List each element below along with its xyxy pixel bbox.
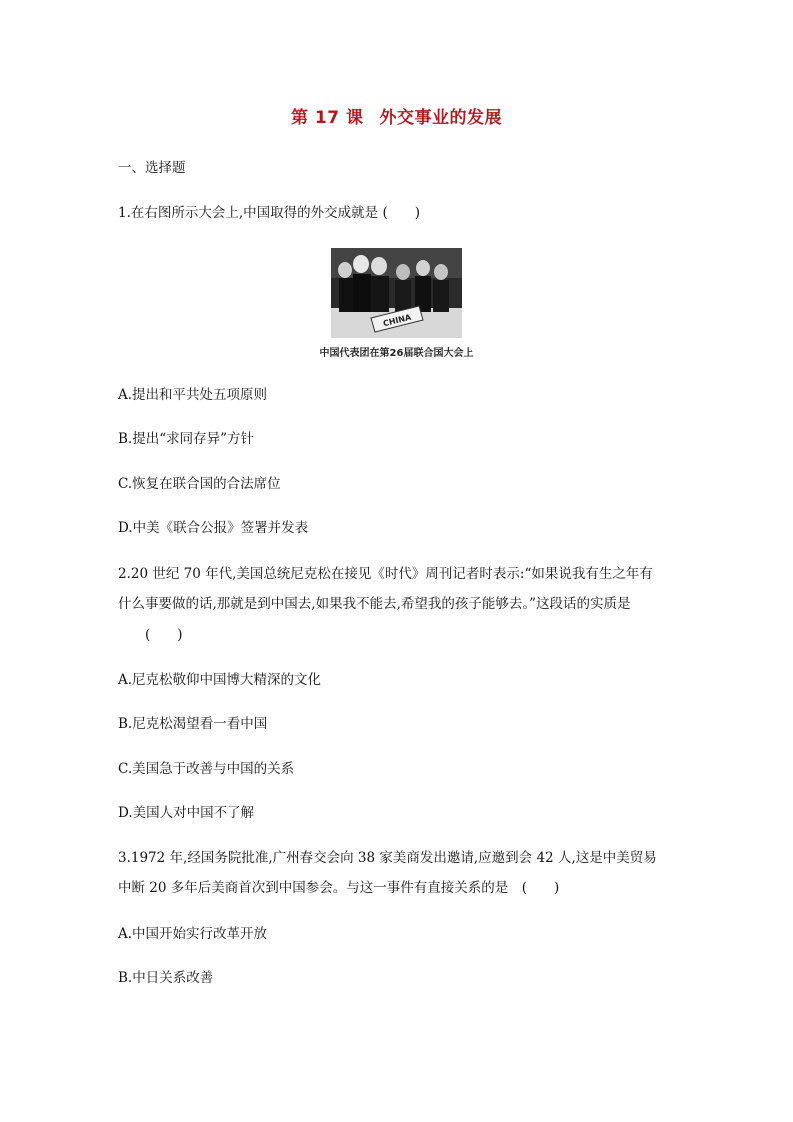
question-2-option-c: C.美国急于改善与中国的关系 xyxy=(118,761,295,777)
question-1-stem: 1.在右图所示大会上,中国取得的外交成就是 ( ) xyxy=(118,205,420,221)
lesson-number: 第 17 课 xyxy=(291,108,364,128)
question-3-stem-line-2: 中断 20 多年后美商首次到中国参会。与这一事件有直接关系的是 ( ) xyxy=(118,880,560,896)
lesson-name: 外交事业的发展 xyxy=(379,108,502,128)
question-3-option-b: B.中日关系改善 xyxy=(118,970,214,986)
question-1-option-a: A.提出和平共处五项原则 xyxy=(118,387,268,403)
photo-caption: 中国代表团在第26届联合国大会上 xyxy=(319,348,474,359)
question-2-answer-blank: ( ) xyxy=(145,627,183,643)
question-2-option-d: D.美国人对中国不了解 xyxy=(118,805,255,821)
question-3-stem-line-1: 3.1972 年,经国务院批准,广州春交会向 38 家美商发出邀请,应邀到会 42 人,这是中美贸易 xyxy=(118,850,657,866)
photo-illustration xyxy=(331,248,462,338)
question-2-stem-line-2: 什么事要做的话,那就是到中国去,如果我不能去,希望我的孩子能够去。”这段话的实质是 xyxy=(118,596,631,612)
question-1-option-c: C.恢复在联合国的合法席位 xyxy=(118,476,281,492)
section-heading: 一、选择题 xyxy=(118,160,186,176)
lesson-title xyxy=(0,103,793,128)
question-2-option-a: A.尼克松敬仰中国博大精深的文化 xyxy=(118,672,322,688)
question-3-option-a: A.中国开始实行改革开放 xyxy=(118,926,268,942)
question-2-option-b: B.尼克松渴望看一看中国 xyxy=(118,716,268,732)
question-1-option-d: D.中美《联合公报》签署并发表 xyxy=(118,520,309,536)
placard-text: CHINA xyxy=(382,312,413,329)
un-assembly-photo xyxy=(331,248,462,338)
question-1-option-b: B.提出“求同存异”方针 xyxy=(118,431,255,447)
question-2-stem-line-1: 2.20 世纪 70 年代,美国总统尼克松在接见《时代》周刊记者时表示:“如果说我有生之年有 xyxy=(118,566,653,582)
